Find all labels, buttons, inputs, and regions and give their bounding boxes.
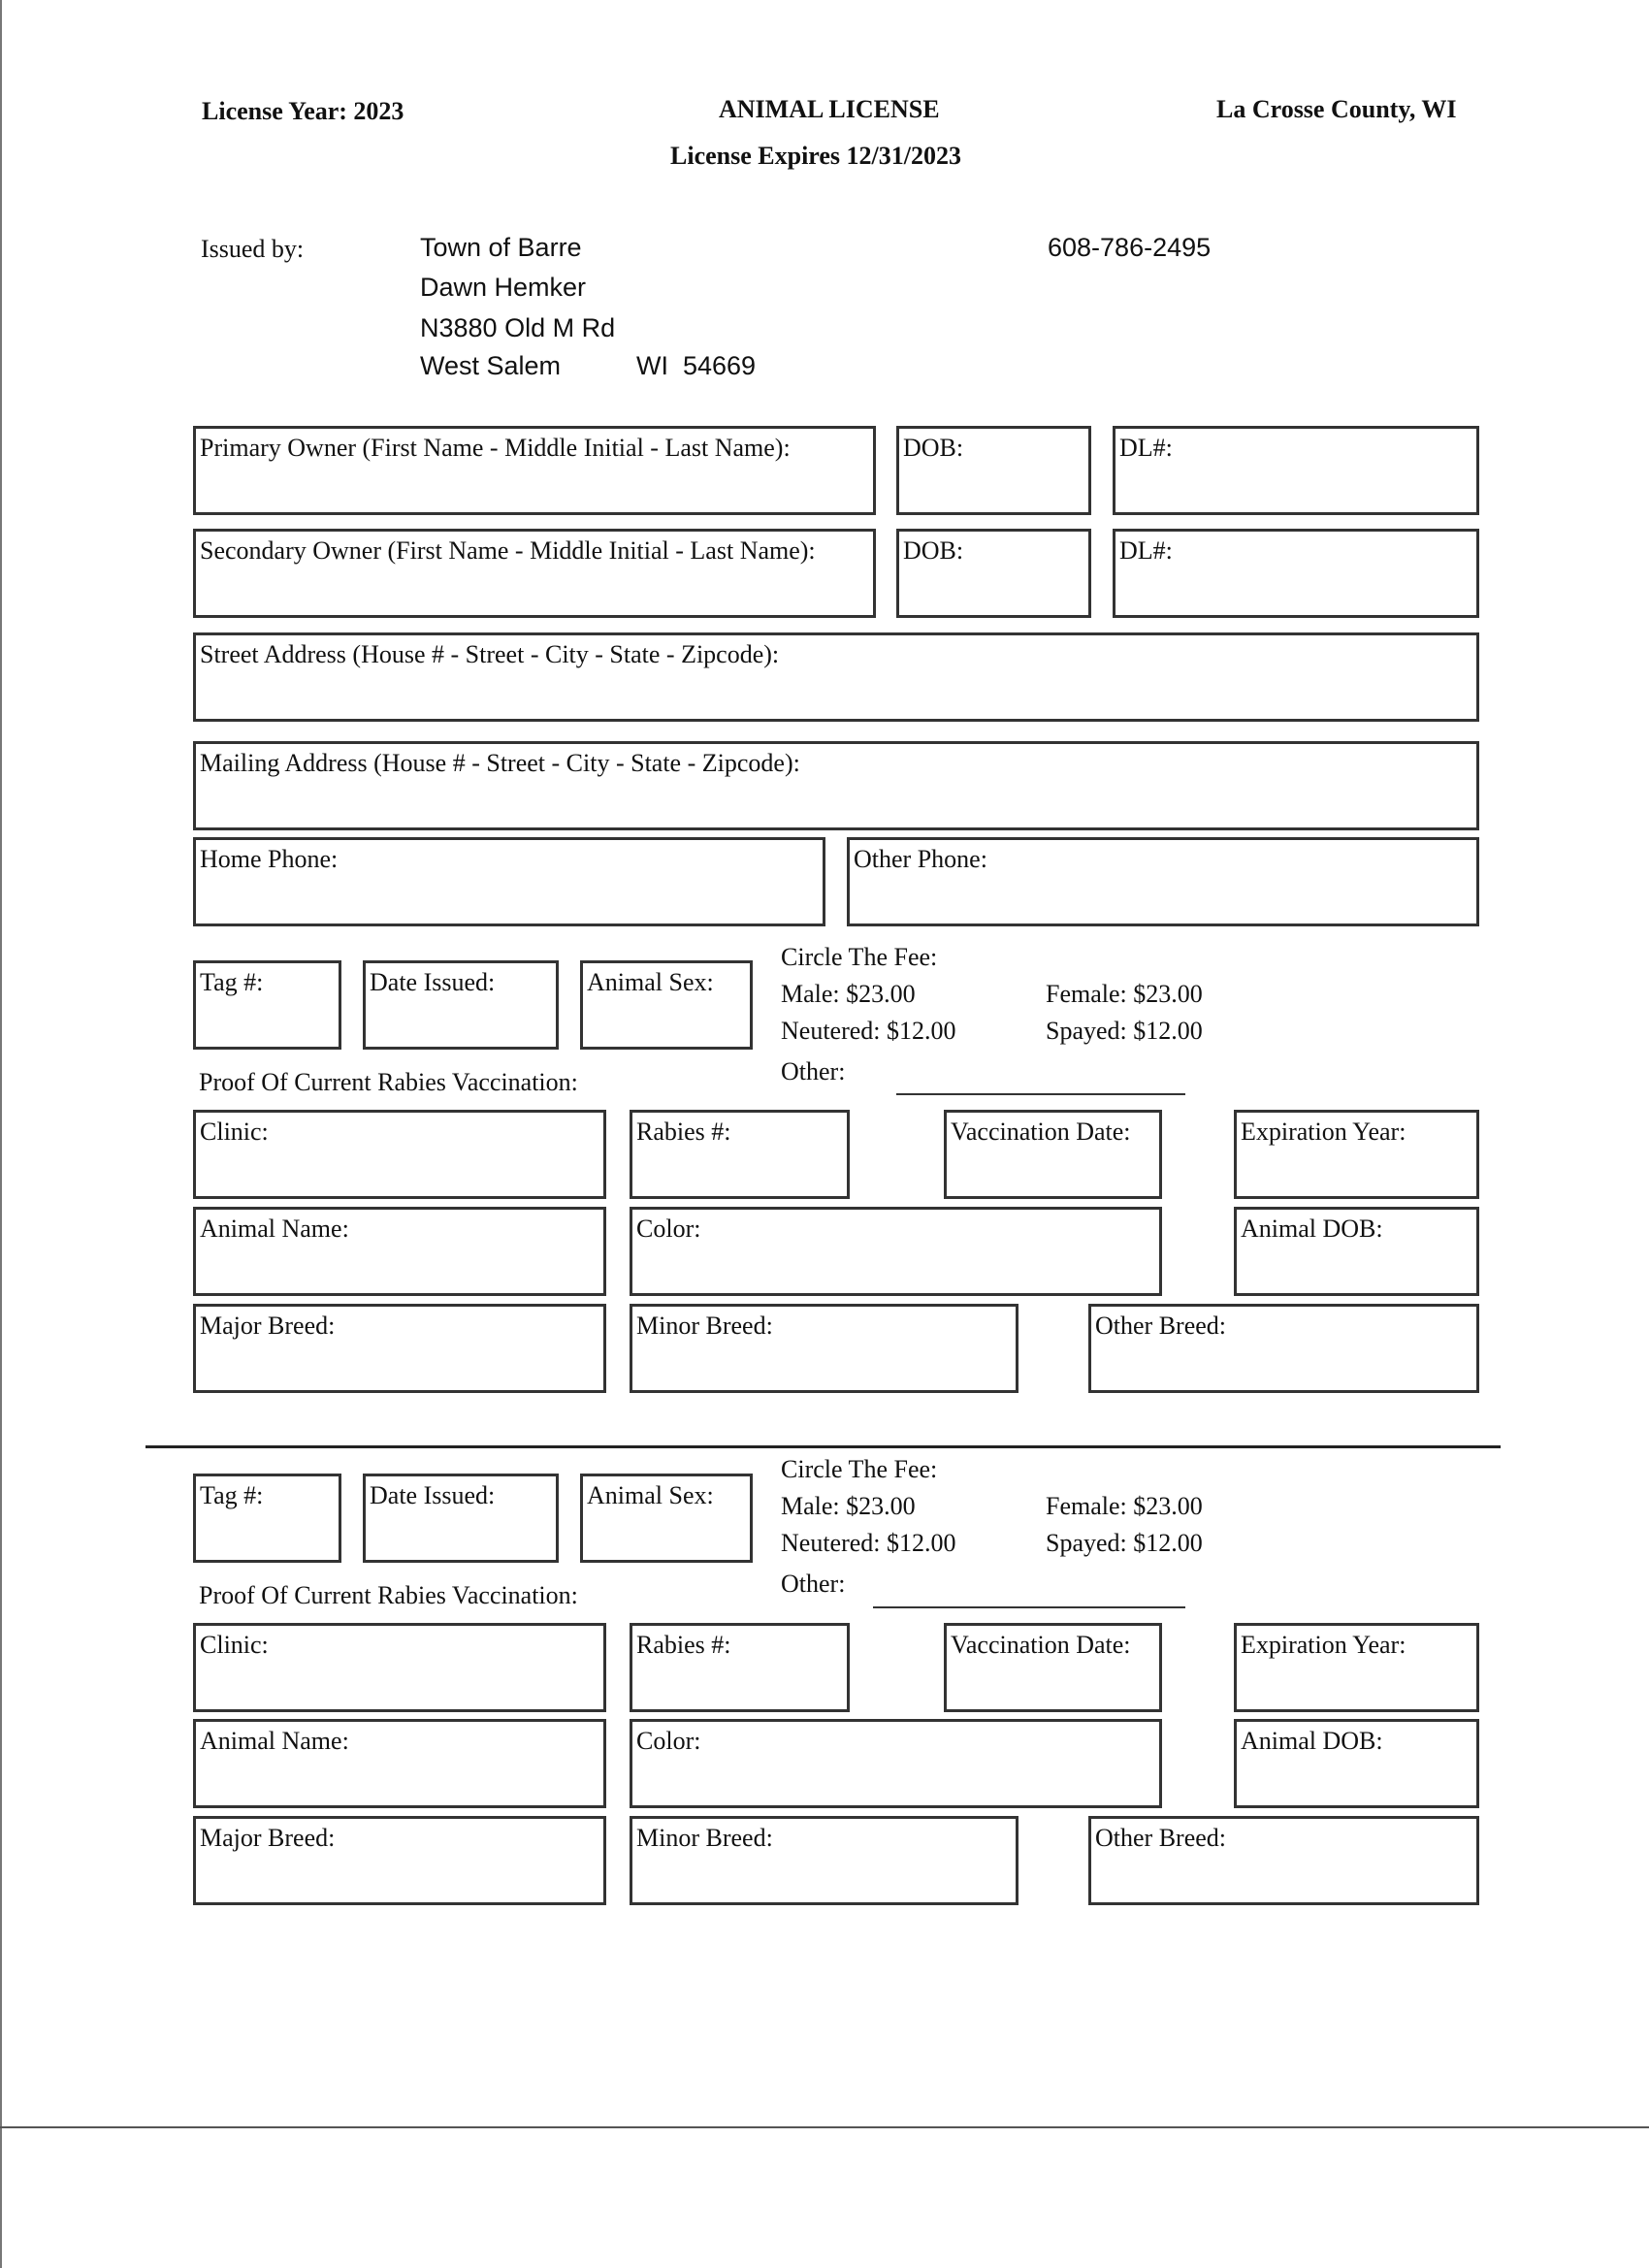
minor-breed-label: Minor Breed: (636, 1312, 773, 1340)
secondary-owner-dl-label: DL#: (1119, 536, 1173, 565)
clinic-label: Clinic: (200, 1118, 269, 1146)
animal-dob-field[interactable] (1234, 1719, 1479, 1808)
minor-breed-label: Minor Breed: (636, 1824, 773, 1852)
date-issued-field[interactable] (363, 1474, 559, 1563)
animal-name-label: Animal Name: (200, 1215, 349, 1243)
fee-female[interactable]: Female: $23.00 (1046, 1492, 1203, 1520)
color-label: Color: (636, 1727, 701, 1755)
rabies-proof-title: Proof Of Current Rabies Vaccination: (199, 1068, 578, 1096)
date-issued-label: Date Issued: (370, 1481, 496, 1509)
animal-name-field[interactable] (193, 1207, 606, 1296)
minor-breed-field[interactable] (630, 1304, 1018, 1393)
issuer-state-zip: WI 54669 (636, 351, 757, 380)
color-label: Color: (636, 1215, 701, 1243)
fee-spayed[interactable]: Spayed: $12.00 (1046, 1529, 1203, 1557)
issuer-phone: 608-786-2495 (1048, 233, 1212, 262)
form-title: ANIMAL LICENSE (719, 95, 940, 123)
tag-number-field[interactable] (193, 1474, 341, 1563)
issued-by-label: Issued by: (201, 235, 305, 263)
issuer-city: West Salem (420, 351, 562, 380)
rabies-number-label: Rabies #: (636, 1118, 731, 1146)
color-field[interactable] (630, 1207, 1162, 1296)
issuer-clerk: Dawn Hemker (420, 273, 587, 302)
other-breed-label: Other Breed: (1095, 1312, 1227, 1340)
primary-owner-dl-field[interactable] (1113, 426, 1479, 515)
animal-dob-field[interactable] (1234, 1207, 1479, 1296)
date-issued-field[interactable] (363, 960, 559, 1050)
fee-female[interactable]: Female: $23.00 (1046, 980, 1203, 1008)
mailing-address-field[interactable] (193, 741, 1479, 830)
fee-other-line[interactable] (896, 1093, 1185, 1095)
date-issued-label: Date Issued: (370, 968, 496, 996)
home-phone-label: Home Phone: (200, 845, 339, 873)
page-edge (0, 0, 2, 2268)
street-address-label: Street Address (House # - Street - City - State - Zipcode): (200, 640, 780, 668)
rabies-proof-title: Proof Of Current Rabies Vaccination: (199, 1581, 578, 1609)
fee-other-line[interactable] (873, 1606, 1185, 1608)
rabies-number-field[interactable] (630, 1623, 850, 1712)
animal-dob-label: Animal DOB: (1241, 1727, 1383, 1755)
license-year: License Year: 2023 (202, 97, 404, 125)
issuer-name: Town of Barre (420, 233, 582, 262)
minor-breed-field[interactable] (630, 1816, 1018, 1905)
fee-neutered[interactable]: Neutered: $12.00 (781, 1017, 956, 1045)
animal-name-label: Animal Name: (200, 1727, 349, 1755)
animal-name-field[interactable] (193, 1719, 606, 1808)
primary-owner-field[interactable] (193, 426, 876, 515)
rabies-number-label: Rabies #: (636, 1631, 731, 1659)
clinic-field[interactable] (193, 1110, 606, 1199)
secondary-owner-field[interactable] (193, 529, 876, 618)
animal-sex-field[interactable] (580, 960, 753, 1050)
major-breed-field[interactable] (193, 1304, 606, 1393)
primary-owner-dl-label: DL#: (1119, 434, 1173, 462)
fee-male[interactable]: Male: $23.00 (781, 980, 916, 1008)
tag-number-field[interactable] (193, 960, 341, 1050)
secondary-owner-label: Secondary Owner (First Name - Middle Initial - Last Name): (200, 536, 816, 565)
major-breed-field[interactable] (193, 1816, 606, 1905)
primary-owner-dob-field[interactable] (896, 426, 1091, 515)
fee-title: Circle The Fee: (781, 943, 938, 971)
license-expiry: License Expires 12/31/2023 (670, 142, 961, 170)
vaccination-date-field[interactable] (944, 1110, 1162, 1199)
secondary-owner-dob-label: DOB: (903, 536, 964, 565)
fee-male[interactable]: Male: $23.00 (781, 1492, 916, 1520)
home-phone-field[interactable] (193, 837, 825, 926)
other-phone-field[interactable] (847, 837, 1479, 926)
tag-number-label: Tag #: (200, 968, 264, 996)
secondary-owner-dob-field[interactable] (896, 529, 1091, 618)
tag-number-label: Tag #: (200, 1481, 264, 1509)
county-name: La Crosse County, WI (1216, 95, 1457, 123)
major-breed-label: Major Breed: (200, 1824, 336, 1852)
animal-dob-label: Animal DOB: (1241, 1215, 1383, 1243)
clinic-label: Clinic: (200, 1631, 269, 1659)
animal-sex-field[interactable] (580, 1474, 753, 1563)
rabies-number-field[interactable] (630, 1110, 850, 1199)
secondary-owner-dl-field[interactable] (1113, 529, 1479, 618)
mailing-address-label: Mailing Address (House # - Street - City - State - Zipcode): (200, 749, 800, 777)
other-breed-field[interactable] (1088, 1816, 1479, 1905)
clinic-field[interactable] (193, 1623, 606, 1712)
fee-other-label: Other: (781, 1057, 846, 1085)
animal-sex-label: Animal Sex: (587, 968, 714, 996)
expiration-year-label: Expiration Year: (1241, 1118, 1406, 1146)
fee-spayed[interactable]: Spayed: $12.00 (1046, 1017, 1203, 1045)
issuer-street: N3880 Old M Rd (420, 313, 616, 342)
page-bottom-edge (0, 2126, 1649, 2128)
other-breed-field[interactable] (1088, 1304, 1479, 1393)
primary-owner-dob-label: DOB: (903, 434, 964, 462)
vaccination-date-field[interactable] (944, 1623, 1162, 1712)
fee-neutered[interactable]: Neutered: $12.00 (781, 1529, 956, 1557)
vaccination-date-label: Vaccination Date: (951, 1631, 1131, 1659)
primary-owner-label: Primary Owner (First Name - Middle Initial - Last Name): (200, 434, 791, 462)
color-field[interactable] (630, 1719, 1162, 1808)
other-phone-label: Other Phone: (854, 845, 987, 873)
major-breed-label: Major Breed: (200, 1312, 336, 1340)
animal-sex-label: Animal Sex: (587, 1481, 714, 1509)
vaccination-date-label: Vaccination Date: (951, 1118, 1131, 1146)
expiration-year-field[interactable] (1234, 1110, 1479, 1199)
expiration-year-field[interactable] (1234, 1623, 1479, 1712)
fee-title: Circle The Fee: (781, 1455, 938, 1483)
other-breed-label: Other Breed: (1095, 1824, 1227, 1852)
fee-other-label: Other: (781, 1570, 846, 1598)
expiration-year-label: Expiration Year: (1241, 1631, 1406, 1659)
street-address-field[interactable] (193, 632, 1479, 722)
section-divider (146, 1445, 1501, 1448)
